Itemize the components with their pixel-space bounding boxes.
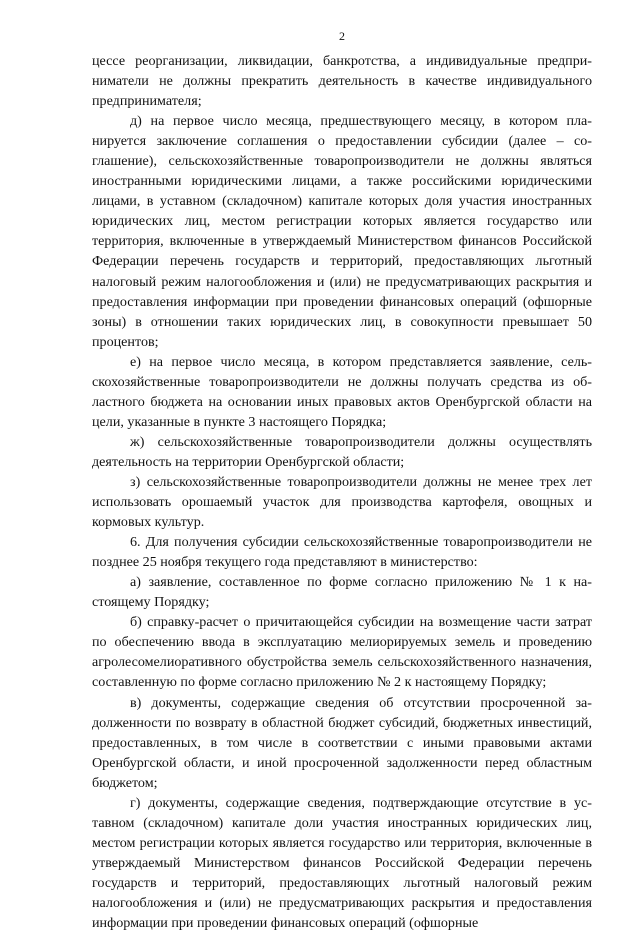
paragraph-zh: ж) сельскохозяйственные товаропроизводители должны осуществлять деятельность на территории Оренбургской области; [92,433,592,470]
paragraph-d: д) на первое число месяца, предшествующего месяцу, в котором планируется заключение соглашения о предоставлении субсидии (далее – соглашение), сельскохозяйственные товаропроизводители не должны являться иностранными юридическими лицами, а также российскими юридическими лицами, в уставном (складочном) капитале которых доля участия иностранных юридических лиц, местом регистрации которых является государство или территория, включенные в утверждаемый Министерством финансов Российской Федерации перечень государств и территорий, предоставляющих льготный налоговый режим налогообложения и (или) не предусматривающих раскрытия и предоставления информации при проведении финансовых операций (офшорные зоны) в отношении таких юридических лиц, в совокупности превышает 50 процентов; [92,113,592,350]
paragraph-6a: а) заявление, составленное по форме согласно приложению № 1 к настоящему Порядку; [92,574,592,611]
page-number: 2 [339,29,345,43]
paragraph-e: е) на первое число месяца, в котором представляется заявление, сельскохозяйственные товаропроизводители не должны получать средства из областного бюджета на основании иных правовых актов Оренбургской области на цели, указанные в пункте 3 настоящего Порядка; [92,353,592,430]
document-body [92,51,592,933]
paragraph-6: 6. Для получения субсидии сельскохозяйственные товаропроизводители не позднее 25 ноября текущего года представляют в министерство: [92,534,592,571]
paragraph-6v: в) документы, содержащие сведения об отсутствии просроченной задолженности по возврату в областной бюджет субсидий, бюджетных инвестиций, предоставленных, в том числе в соответствии с иными правовыми актами Оренбургской области, и иной просроченной задолженности перед областным бюджетом; [92,694,592,791]
paragraph-z: з) сельскохозяйственные товаропроизводители должны не менее трех лет использовать орошаемый участок для производства картофеля, овощных и кормовых культур. [92,473,592,531]
paragraph-6g: г) документы, содержащие сведения, подтверждающие отсутствие в уставном (складочном) капитале доли участия иностранных юридических лиц, местом регистрации которых является государство или территория, включенные в утверждаемый Министерством финансов Российской Федерации перечень государств и территорий, предоставляющих льготный налоговый режим налогообложения и (или) не предусматривающих раскрытия и предоставления информации при проведении финансовых операций (офшорные [92,794,592,932]
paragraph-continued: цессе реорганизации, ликвидации, банкротства, а индивидуальные предприниматели не должны прекратить деятельность в качестве индивидуального предпринимателя; [92,53,592,110]
paragraph-6b: б) справку-расчет о причитающейся субсидии на возмещение части затрат по обеспечению ввода в эксплуатацию мелиорируемых земель и проведению агролесомелиоративного обустройства земель сельскохозяйственного назначения, составленную по форме согласно приложению № 2 к настоящему Порядку; [92,614,592,691]
